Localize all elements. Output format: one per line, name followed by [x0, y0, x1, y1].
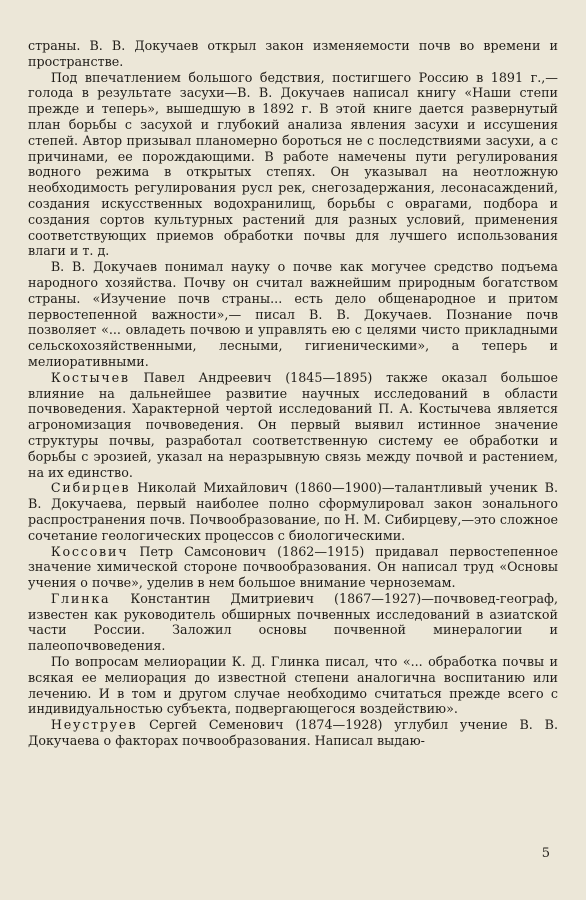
- paragraph-7-lead: Глинка: [50, 590, 111, 606]
- paragraph-8-text: По вопросам мелиорации К. Д. Глинка писал, что «... обработка почвы и всякая ее мелиорация до известной степени аналогична воспитанию или лечению. И в том и другом случае необходимо считаться прежде всего с индивидуальностью субъекта, подвергающегося воздействию».: [28, 654, 558, 717]
- paragraph-4-lead: Костычев: [50, 369, 130, 385]
- paragraph-6-lead: Коссович: [50, 543, 129, 559]
- paragraph-6: [28, 544, 558, 591]
- paragraph-1-text: страны. В. В. Докучаев открыл закон изменяемости почв во времени и пространстве.: [28, 38, 558, 69]
- paragraph-9-text: Сергей Семенович (1874—1928) углубил учение В. В. Докучаева о факторах почвообразования. Написал выдаю-: [28, 717, 558, 749]
- paragraph-7-text: Константин Дмитриевич (1867—1927)—почвовед-географ, известен как руководитель обширных почвенных исследований в азиатской части России. Заложил основы почвенной минералогии и палеопочвоведения.: [28, 590, 558, 654]
- paragraph-6-text: Петр Самсонович (1862—1915) придавал первостепенное значение химической стороне почвообразования. Он написал труд «Основы учения о почве», уделив в нем большое внимание черноземам.: [28, 543, 558, 591]
- paragraph-3-text: В. В. Докучаев понимал науку о почве как могучее средство подъема народного хозяйства. Почву он считал важнейшим природным богатством страны. «Изучение почв страны... есть дело общенародное и притом первостепенной важности»,— писал В. В. Докучаев. Познание почв позволяет «... овладеть почвою и управлять ею с целями чисто прикладными сельскохозяйственными, лесными, гигиеническими», а теперь и мелиоративными.: [28, 259, 558, 369]
- paragraph-9: [28, 717, 558, 749]
- paragraph-2-text: Под впечатлением большого бедствия, постигшего Россию в 1891 г.,—голода в результате засухи—В. В. Докучаев написал книгу «Наши степи прежде и теперь», вышедшую в 1892 г. В этой книге дается развернутый план борьбы с засухой и глубокий анализа явления засухи и иссушения степей. Автор призывал планомерно бороться не с последствиями засухи, а с причинами, ее порождающими. В работе намечены пути регулирования водного режима в открытых степях. Он указывал на неотложную необходимость регулирования русл рек, снегозадержания, лесонасаждений, создания искусственных водохранилищ, борьбы с оврагами, подбора и создания сортов культурных растений для разных условий, применения соответствующих приемов обработки почвы для лучшего использования влаги и т. д.: [28, 69, 558, 259]
- body-text: [28, 38, 558, 749]
- page-number: 5: [541, 846, 550, 861]
- paragraph-2: [28, 70, 558, 260]
- paragraph-5: [28, 480, 558, 543]
- paragraph-1: [28, 38, 558, 70]
- paragraph-9-lead: Неуструев: [50, 717, 138, 733]
- paragraph-7: [28, 591, 558, 654]
- paragraph-4-text: Павел Андреевич (1845—1895) также оказал большое влияние на дальнейшее развитие научных исследований в области почвоведения. Характерной чертой исследований П. А. Костычева является агрономизация почвоведения. Он первый выявил истинное значение структуры почвы, разработал соответственную систему ее обработки и борьбы с эрозией, указал на неразрывную связь между почвой и растением, на их единство.: [28, 369, 558, 480]
- paragraph-5-text: Николай Михайлович (1860—1900)—талантливый ученик В. В. Докучаева, первый наиболее полно сформулировал закон зонального распространения почв. Почвообразование, по Н. М. Сибирцеву,—это сложное сочетание геологических процессов с биологическими.: [28, 480, 558, 543]
- paragraph-5-lead: Сибирцев: [50, 480, 131, 496]
- paragraph-4: [28, 370, 558, 481]
- paragraph-8: [28, 654, 558, 717]
- paragraph-3: [28, 259, 558, 370]
